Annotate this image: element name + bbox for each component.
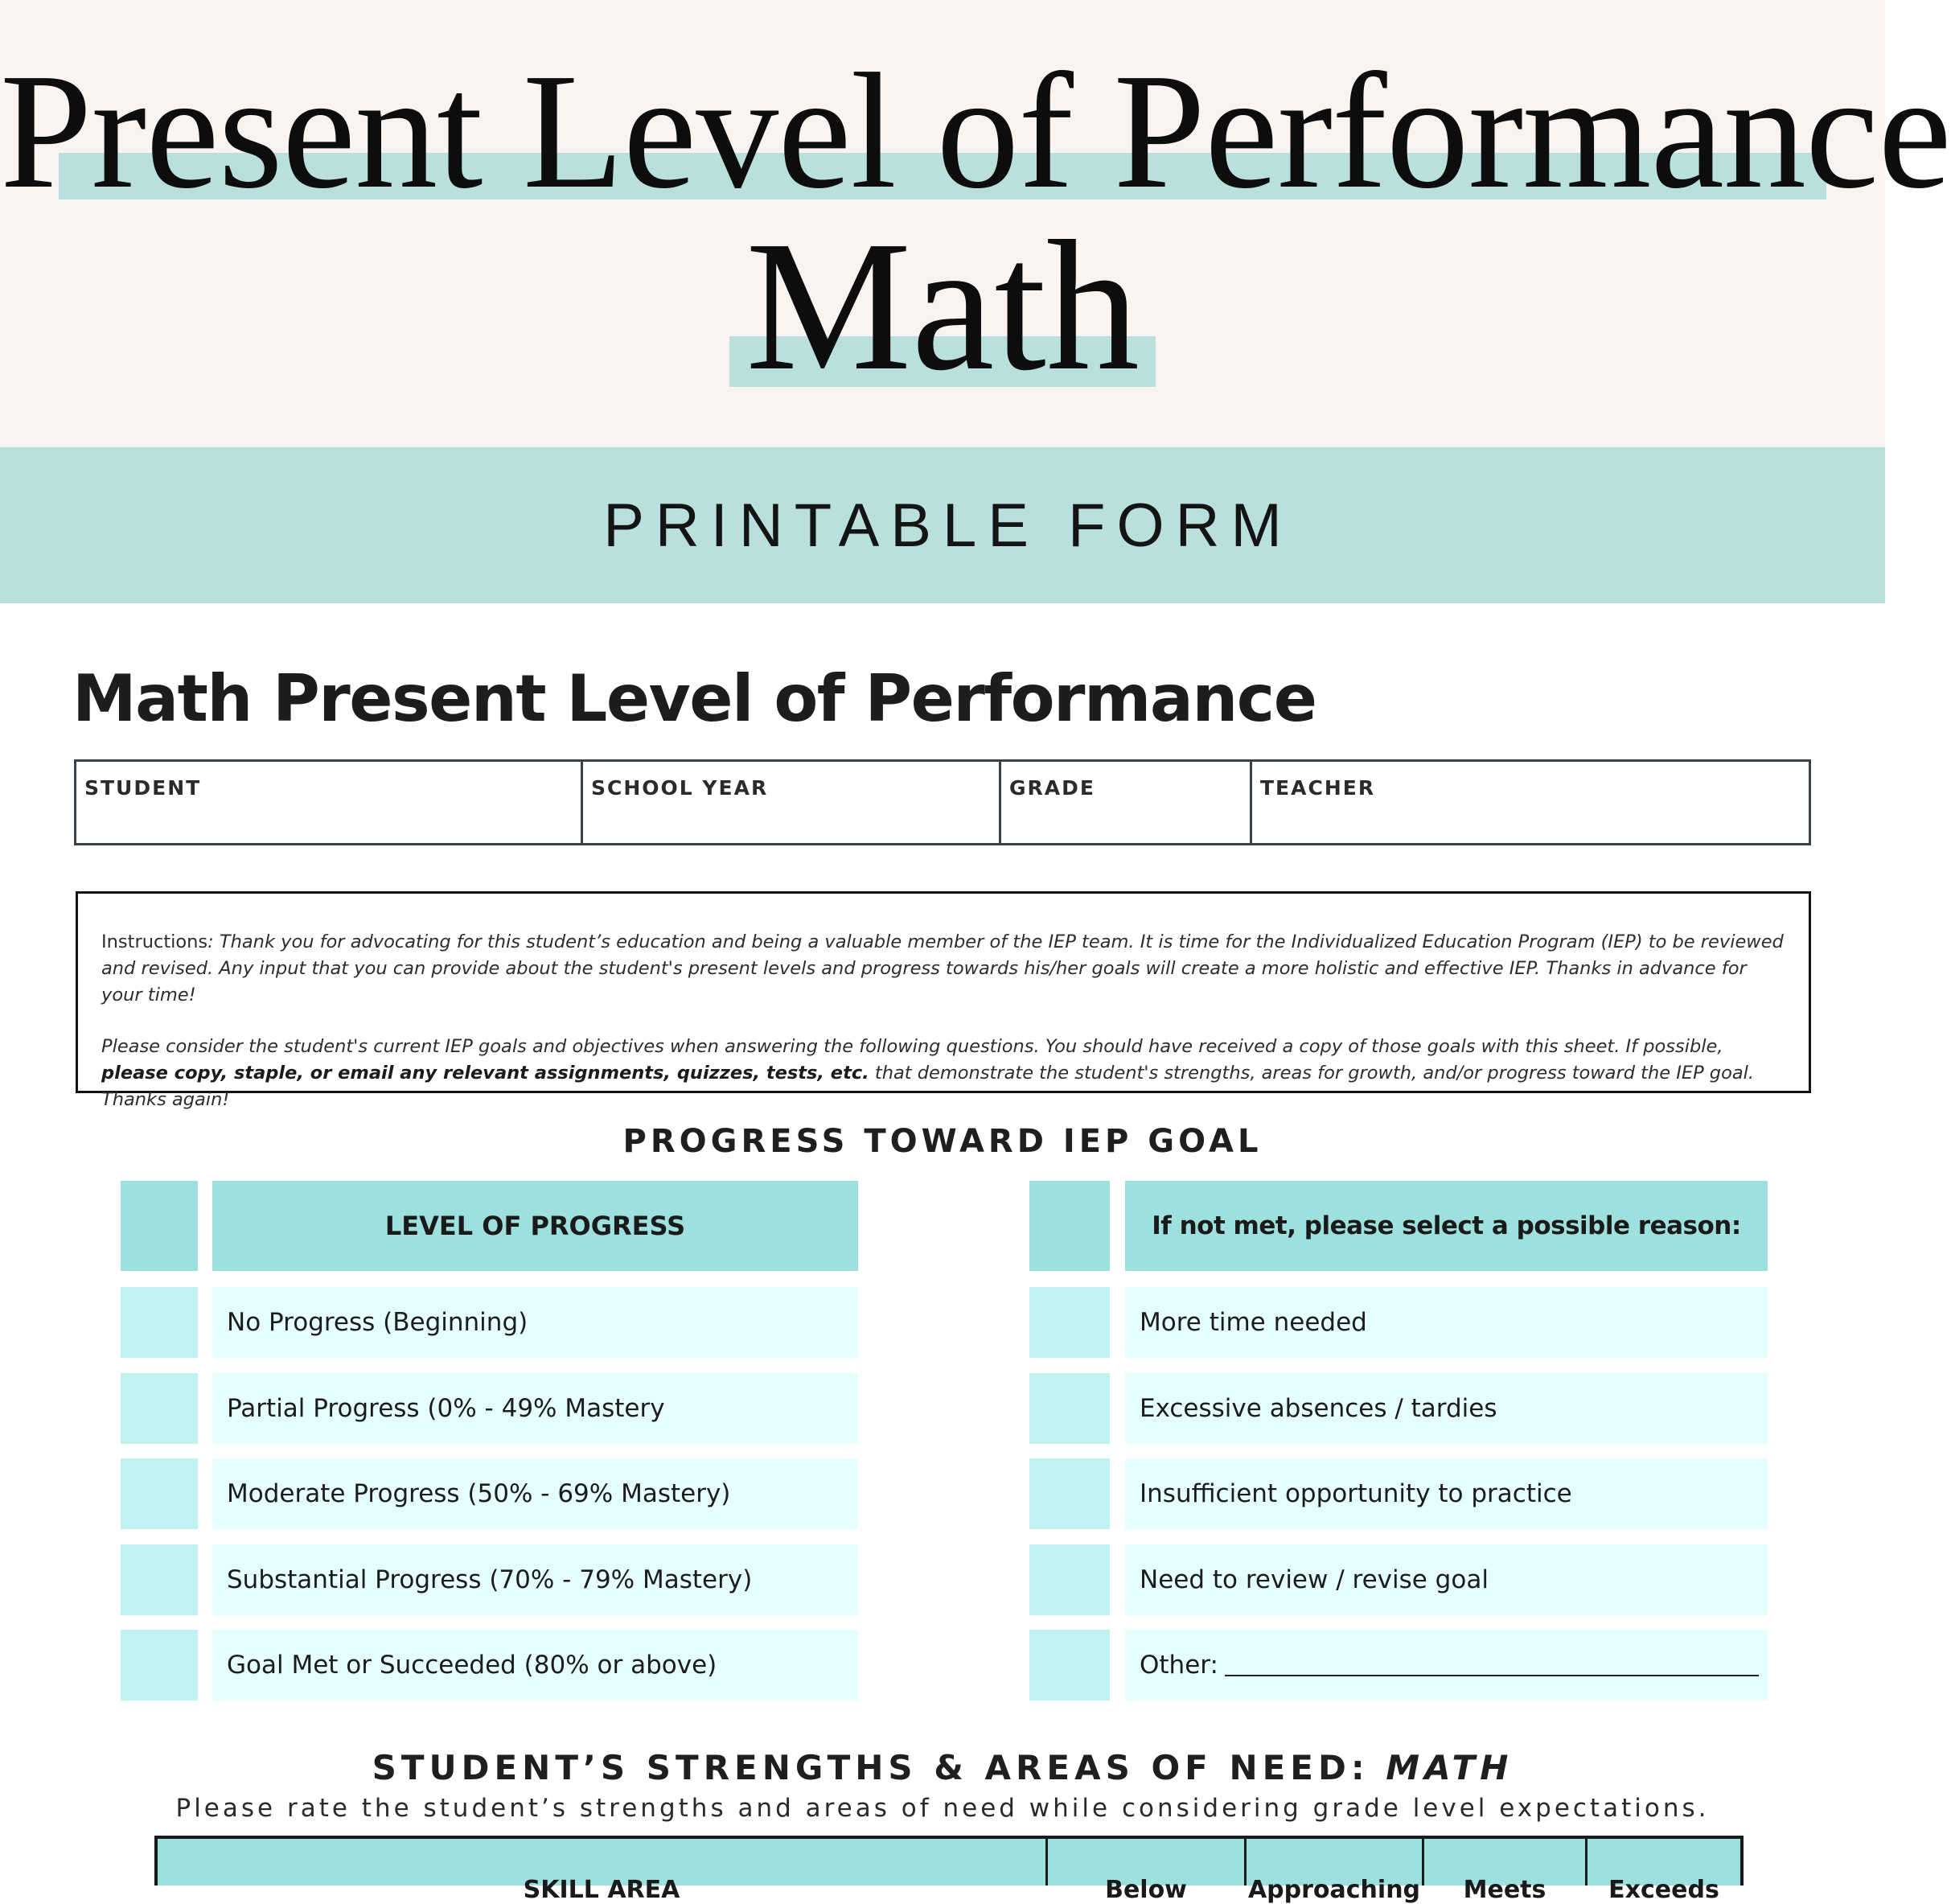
instructions-text-2b: that demonstrate the student's strengths, areas for growth, and/or progress toward the IEP goal. Thanks again! xyxy=(101,1063,1755,1110)
reason-label-more-time: More time needed xyxy=(1125,1287,1768,1358)
skills-col-below: Below xyxy=(1048,1839,1247,1885)
skills-col-skill-area: SKILL AREA xyxy=(158,1839,1048,1885)
school-year-field-label: SCHOOL YEAR xyxy=(591,776,769,800)
instructions-emphasis: please copy, staple, or email any relevant assignments, quizzes, tests, etc. xyxy=(101,1063,869,1084)
level-label-goal-met: Goal Met or Succeeded (80% or above) xyxy=(212,1630,858,1700)
reason-header-checkbox-cell xyxy=(1029,1181,1110,1271)
reason-label-practice: Insufficient opportunity to practice xyxy=(1125,1458,1768,1529)
form-title: Math Present Level of Performance xyxy=(72,661,1316,736)
student-info-table xyxy=(74,759,1811,845)
skills-rating-table xyxy=(154,1836,1744,1904)
level-label-partial: Partial Progress (0% - 49% Mastery xyxy=(212,1373,858,1444)
other-reason-write-in-line[interactable] xyxy=(1225,1675,1759,1676)
reason-label-revise-goal: Need to review / revise goal xyxy=(1125,1544,1768,1615)
grade-field[interactable] xyxy=(1001,762,1252,843)
strengths-heading xyxy=(0,1748,1885,1787)
reason-header: If not met, please select a possible reason: xyxy=(1125,1181,1768,1271)
level-of-progress-header: LEVEL OF PROGRESS xyxy=(212,1181,858,1271)
level-label-no-progress: No Progress (Beginning) xyxy=(212,1287,858,1358)
hero-title-line-2: Math xyxy=(745,203,1140,409)
reason-row-other xyxy=(1125,1630,1768,1700)
hero-header xyxy=(0,0,1951,447)
hero-title-line-1: Present Level of Performance xyxy=(0,39,1951,223)
reason-checkbox-revise-goal[interactable] xyxy=(1029,1544,1110,1615)
teacher-field[interactable] xyxy=(1252,762,1809,843)
instructions-paragraph-1 xyxy=(101,929,1786,1009)
instructions-lead: Instructions xyxy=(101,931,208,952)
banner-text: PRINTABLE FORM xyxy=(603,491,1293,560)
strengths-heading-subject: MATH xyxy=(1386,1748,1514,1787)
teacher-field-label: TEACHER xyxy=(1260,776,1376,800)
skills-col-meets: Meets xyxy=(1424,1839,1587,1885)
level-checkbox-substantial[interactable] xyxy=(121,1544,198,1615)
instructions-text-2a: Please consider the student's current IEP goals and objectives when answering the following questions. You should have received a copy of those goals with this sheet. If possible, xyxy=(101,1036,1723,1057)
grade-field-label: GRADE xyxy=(1009,776,1095,800)
level-checkbox-partial[interactable] xyxy=(121,1373,198,1444)
strengths-subtitle: Please rate the student’s strengths and areas of need while considering grade level expectations. xyxy=(175,1794,1710,1823)
level-header-checkbox-cell xyxy=(121,1181,198,1271)
student-field[interactable] xyxy=(76,762,583,843)
printable-form-banner xyxy=(0,447,1885,603)
reason-checkbox-absences[interactable] xyxy=(1029,1373,1110,1444)
reason-label-other: Other: xyxy=(1140,1651,1218,1680)
school-year-field[interactable] xyxy=(583,762,1001,843)
skills-col-approaching: Approaching xyxy=(1247,1839,1424,1885)
reason-checkbox-other[interactable] xyxy=(1029,1630,1110,1700)
level-checkbox-moderate[interactable] xyxy=(121,1458,198,1529)
reason-checkbox-practice[interactable] xyxy=(1029,1458,1110,1529)
instructions-text-1: : Thank you for advocating for this student’s education and being a valuable member of the IEP team. It is time for the Individualized Education Program (IEP) to be reviewed and revised. Any input that you can provide about the student's present levels and progress towards his/her goals will create a more holistic and effective IEP. Thanks in advance for your time! xyxy=(101,931,1784,1005)
instructions-paragraph-2 xyxy=(101,1034,1786,1113)
skills-col-exceeds: Exceeds xyxy=(1608,1876,1719,1904)
strengths-heading-prefix: STUDENT’S STRENGTHS & AREAS OF NEED: xyxy=(372,1748,1386,1787)
reason-label-absences: Excessive absences / tardies xyxy=(1125,1373,1768,1444)
progress-heading: PROGRESS TOWARD IEP GOAL xyxy=(622,1123,1263,1160)
level-label-moderate: Moderate Progress (50% - 69% Mastery) xyxy=(212,1458,858,1529)
level-checkbox-goal-met[interactable] xyxy=(121,1630,198,1700)
student-field-label: STUDENT xyxy=(84,776,202,800)
level-checkbox-no-progress[interactable] xyxy=(121,1287,198,1358)
reason-checkbox-more-time[interactable] xyxy=(1029,1287,1110,1358)
level-label-substantial: Substantial Progress (70% - 79% Mastery) xyxy=(212,1544,858,1615)
instructions-box xyxy=(76,891,1811,1110)
